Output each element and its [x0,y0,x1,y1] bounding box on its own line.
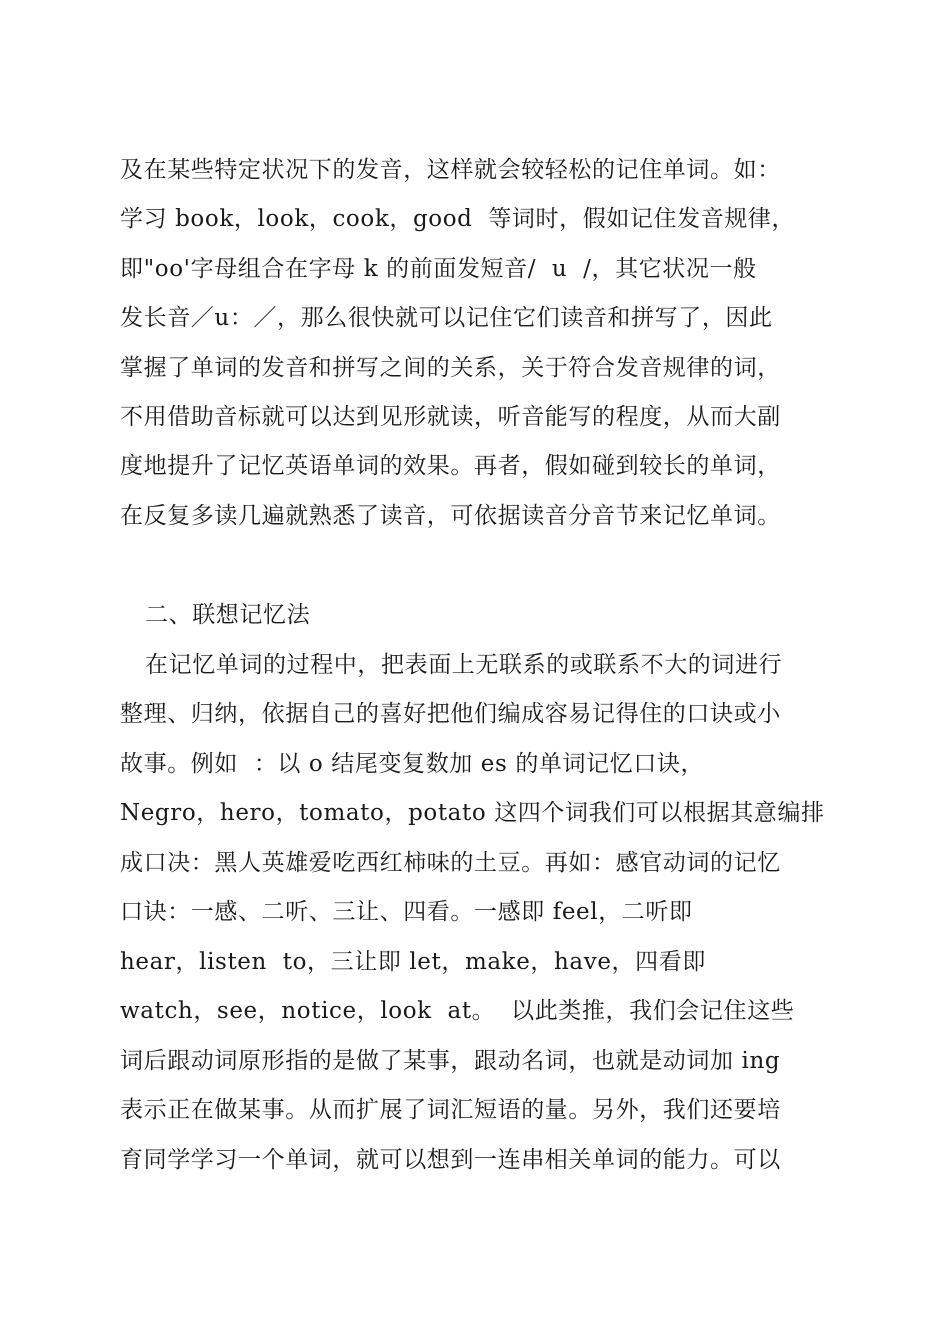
paragraph-line: 成口决：黑人英雄爱吃西红柿味的土豆。再如：感官动词的记忆 [120,850,781,876]
paragraph-line: 口诀：一感、二听、三让、四看。一感即 feel，二听即 [120,899,693,925]
paragraph-line: 及在某些特定状况下的发音，这样就会较轻松的记住单词。如： [120,157,781,183]
paragraph-line: 发长音／u：／，那么很快就可以记住它们读音和拼写了，因此 [120,305,773,331]
paragraph-line: 即"oo'字母组合在字母 k 的前面发短音/ u /，其它状况一般 [120,256,757,282]
paragraph-line: 故事。例如 ：以 o 结尾变复数加 es 的单词记忆口诀， [120,751,705,777]
paragraph-line: 在记忆单词的过程中，把表面上无联系的或联系不大的词进行 [145,652,783,678]
paragraph-line: 词后跟动词原形指的是做了某事，跟动名词，也就是动词加 ing [120,1048,781,1074]
paragraph-line: 在反复多读几遍就熟悉了读音，可依据读音分音节来记忆单词。 [120,503,781,529]
paragraph-line: 度地提升了记忆英语单词的效果。再者，假如碰到较长的单词， [120,453,781,479]
paragraph-line: 不用借助音标就可以达到见形就读，听音能写的程度，从而大副 [120,404,781,430]
paragraph-line: 学习 book，look，cook，good 等词时，假如记住发音规律， [120,206,796,232]
paragraph-line: 表示正在做某事。从而扩展了词汇短语的量。另外，我们还要培 [120,1097,781,1123]
paragraph-line: 育同学学习一个单词，就可以想到一连串相关单词的能力。可以 [120,1147,781,1173]
paragraph-line: 整理、归纳，依据自己的喜好把他们编成容易记得住的口诀或小 [120,701,781,727]
paragraph-line: 掌握了单词的发音和拼写之间的关系，关于符合发音规律的词， [120,355,781,381]
section-heading: 二、联想记忆法 [145,602,311,628]
paragraph-line: Negro，hero，tomato，potato 这四个词我们可以根据其意编排 [120,800,825,826]
paragraph-line: watch，see，notice，look at。 以此类推，我们会记住这些 [120,998,795,1024]
paragraph-line: hear，listen to，三让即 let，make，have，四看即 [120,949,706,975]
